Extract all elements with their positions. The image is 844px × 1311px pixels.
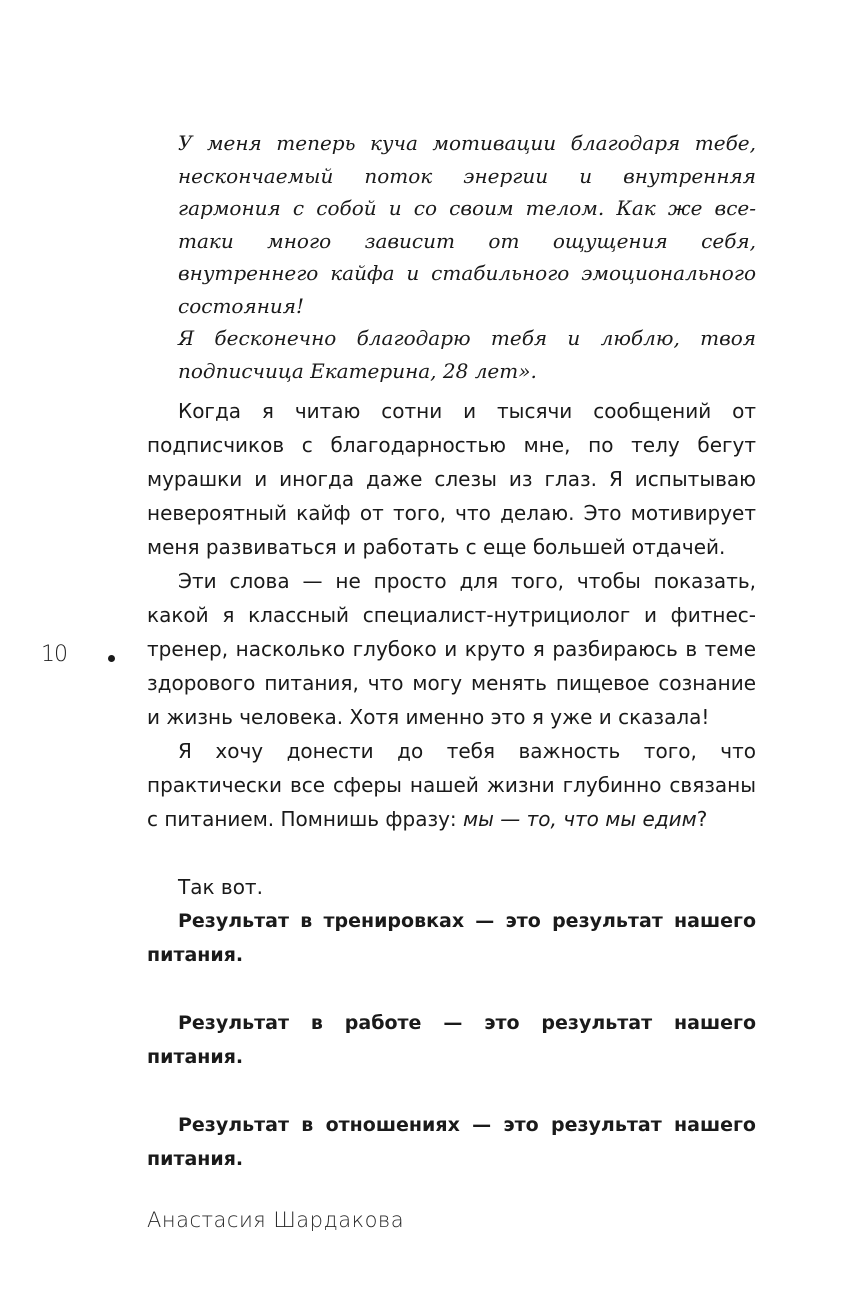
paragraph-words: Эти слова — не просто для того, чтобы показать, какой я классный специалист-нутрициолог и фитнес-тренер, насколько глубоко и круто я разбираюсь в теме здорового питания, что могу менять пищевое сознание и жизнь человека. Хотя именно это я уже и сказала! [147, 569, 756, 729]
result-training: Результат в тренировках — это результат нашего питания. [147, 910, 756, 966]
body-text [147, 394, 756, 1176]
paragraph-importance-text: Я хочу донести до тебя важность того, что практически все сферы нашей жизни глубинно связаны с питанием. Помнишь фразу: [147, 739, 756, 831]
quote-signature: Я бесконечно благодарю тебя и люблю, твоя подписчица Екатерина, 28 лет». [178, 326, 756, 383]
page-number-dot-icon [108, 655, 115, 662]
running-footer-author: Анастасия Шардакова [147, 1208, 405, 1232]
result-work: Результат в работе — это результат нашего питания. [147, 1012, 756, 1068]
quote-paragraph: У меня теперь куча мотивации благодаря тебе, нескончаемый поток энергии и внутренняя гармония с собой и со своим телом. Как же все-таки много зависит от ощущения себя, внутреннего кайфа и стабильного эмоционального состояния! [178, 131, 756, 318]
quote-block [178, 127, 756, 387]
paragraph-importance [147, 734, 756, 836]
page-number: 10 [41, 642, 67, 667]
paragraph-so: Так вот. [178, 875, 263, 899]
phrase-we-are-what-we-eat: мы — то, что мы едим [463, 807, 697, 831]
result-relationships: Результат в отношениях — это результат нашего питания. [147, 1114, 756, 1170]
paragraph-messages: Когда я читаю сотни и тысячи сообщений от подписчиков с благодарностью мне, по телу бегут мурашки и иногда даже слезы из глаз. Я испытываю невероятный кайф от того, что делаю. Это мотивирует меня развиваться и работать с еще большей отдачей. [147, 399, 756, 559]
question-mark: ? [696, 807, 708, 831]
